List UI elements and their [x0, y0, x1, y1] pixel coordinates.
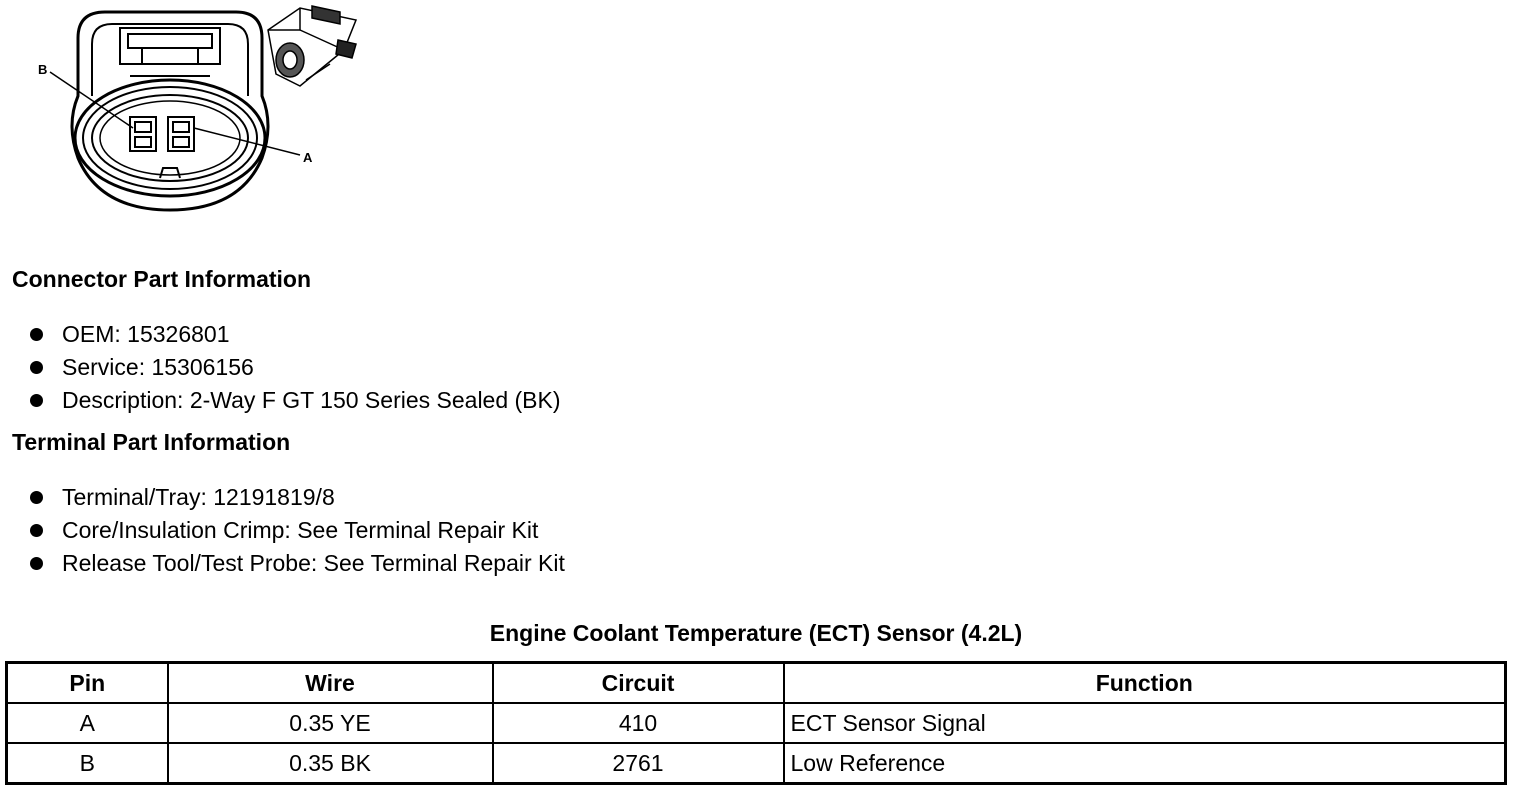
- cell-pin: A: [7, 703, 168, 743]
- bullet-icon: [30, 394, 43, 407]
- terminal-cavity-b: [130, 117, 156, 151]
- seal-ring-outer: [75, 80, 265, 196]
- table-row: [7, 703, 1506, 743]
- pin-table: [5, 661, 1507, 785]
- connector-part-info-heading: Connector Part Information: [12, 266, 312, 292]
- list-item: [28, 549, 565, 582]
- cell-pin: B: [7, 743, 168, 784]
- list-item: [28, 353, 561, 386]
- terminal-cavity-a: [168, 117, 194, 151]
- list-item: [28, 386, 561, 419]
- key-notch: [160, 168, 180, 178]
- connector-3d-thumbnail: [268, 6, 356, 86]
- list-item-text: Service: 15306156: [62, 354, 254, 380]
- cell-circuit: 410: [493, 703, 784, 743]
- pin-table-title: Engine Coolant Temperature (ECT) Sensor (4.2L): [489, 620, 1023, 646]
- pin-label-a: A: [303, 150, 313, 165]
- header-function: Function: [784, 663, 1506, 704]
- cell-wire: 0.35 BK: [168, 743, 493, 784]
- bullet-icon: [30, 557, 43, 570]
- connector-latch: [120, 28, 220, 76]
- list-item: [28, 516, 565, 549]
- bullet-icon: [30, 328, 43, 341]
- table-row: [7, 743, 1506, 784]
- list-item: [28, 483, 565, 516]
- seal-ring-core: [100, 101, 240, 175]
- list-item-text: Core/Insulation Crimp: See Terminal Repair Kit: [62, 517, 539, 543]
- bullet-icon: [30, 361, 43, 374]
- list-item-text: Release Tool/Test Probe: See Terminal Repair Kit: [62, 550, 565, 576]
- header-pin: Pin: [7, 663, 168, 704]
- terminal-part-info-heading: Terminal Part Information: [12, 429, 291, 455]
- list-item-text: Terminal/Tray: 12191819/8: [62, 484, 335, 510]
- connector-part-info-list: [28, 320, 561, 419]
- header-circuit: Circuit: [493, 663, 784, 704]
- terminal-part-info-list: [28, 483, 565, 582]
- list-item-text: Description: 2-Way F GT 150 Series Sealed (BK): [62, 387, 561, 413]
- connector-diagram: [0, 0, 380, 220]
- cell-wire: 0.35 YE: [168, 703, 493, 743]
- cell-circuit: 2761: [493, 743, 784, 784]
- header-wire: Wire: [168, 663, 493, 704]
- list-item-text: OEM: 15326801: [62, 321, 230, 347]
- table-header-row: [7, 663, 1506, 704]
- list-item: [28, 320, 561, 353]
- pin-label-b: B: [38, 62, 48, 77]
- bullet-icon: [30, 491, 43, 504]
- bullet-icon: [30, 524, 43, 537]
- cell-function: Low Reference: [784, 743, 1506, 784]
- cell-function: ECT Sensor Signal: [784, 703, 1506, 743]
